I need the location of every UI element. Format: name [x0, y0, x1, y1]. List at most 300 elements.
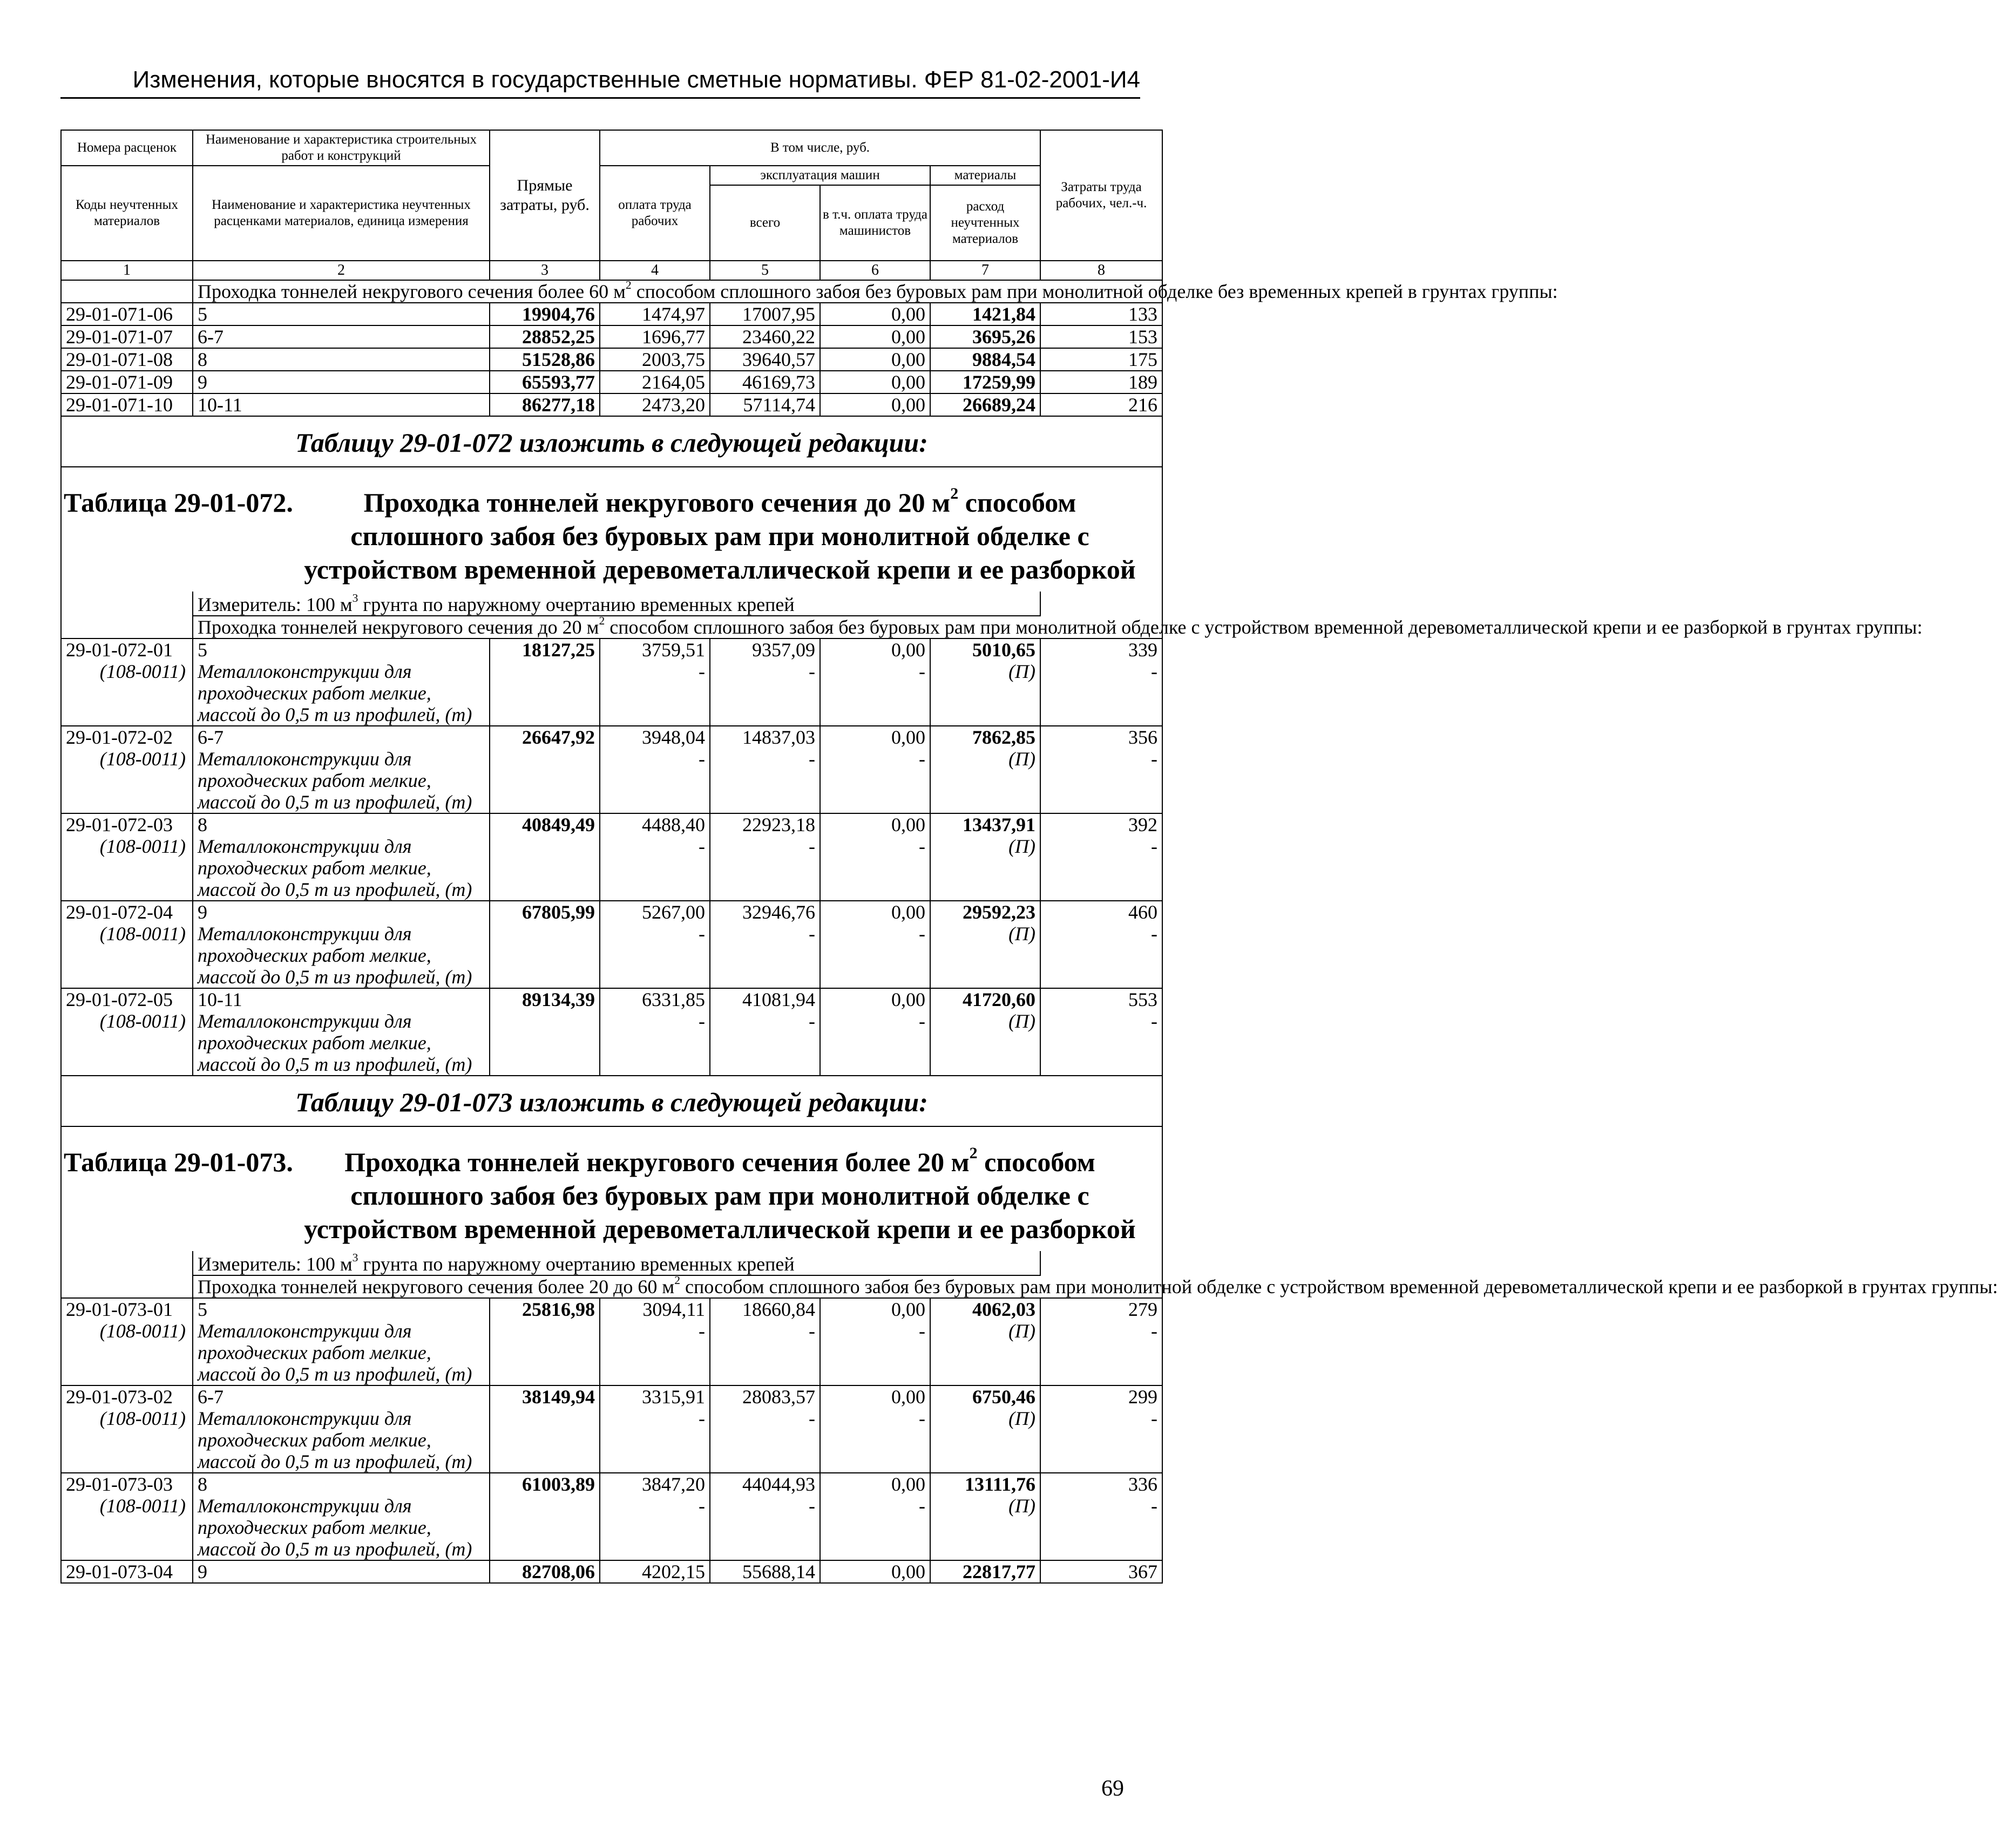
material-code: (108-0011) [61, 1495, 193, 1517]
empty-cell [710, 1363, 820, 1385]
dash: - [710, 1495, 820, 1517]
machines-total: 18660,84 [710, 1298, 820, 1320]
empty-cell [820, 1342, 930, 1363]
labor-cost: 175 [1040, 348, 1162, 371]
page-number: 69 [1101, 1776, 1124, 1801]
material-name: проходческих работ мелкие, [193, 945, 490, 966]
empty-cell [600, 682, 710, 704]
material-name: проходческих работ мелкие, [193, 770, 490, 791]
material-row [61, 770, 1162, 791]
dash: - [710, 1010, 820, 1032]
material-name: проходческих работ мелкие, [193, 1032, 490, 1054]
material-code: (108-0011) [61, 1408, 193, 1429]
machinist-wages: 0,00 [820, 638, 930, 661]
material-code: (108-0011) [61, 835, 193, 857]
empty-cell [600, 857, 710, 879]
materials-cost: 17259,99 [930, 371, 1040, 393]
empty-cell [1040, 1451, 1162, 1473]
machines-total: 44044,93 [710, 1473, 820, 1495]
empty-cell [600, 770, 710, 791]
column-number: 1 [61, 261, 193, 280]
worker-wages: 3315,91 [600, 1385, 710, 1408]
machinist-wages: 0,00 [820, 303, 930, 325]
dash: - [1040, 923, 1162, 945]
labor-cost: 279 [1040, 1298, 1162, 1320]
rate-row [61, 1560, 1162, 1583]
empty-cell [820, 857, 930, 879]
empty-cell [490, 770, 600, 791]
worker-wages: 1474,97 [600, 303, 710, 325]
machinist-wages: 0,00 [820, 1298, 930, 1320]
empty-cell [820, 1538, 930, 1560]
empty-cell [820, 791, 930, 813]
material-note: (П) [930, 661, 1040, 682]
group-description: Проходка тоннелей некругового сечения более 60 $м^2$ способом сплошного забоя без буровых рам при монолитной обделке без временных крепей в грунтах группы: [193, 280, 1162, 303]
rate-code: 29-01-071-09 [61, 371, 193, 393]
soil-group: 5 [193, 638, 490, 661]
material-name: массой до 0,5 т из профилей, (т) [193, 791, 490, 813]
machinist-wages: 0,00 [820, 348, 930, 371]
blank-cell [1040, 1251, 1162, 1275]
soil-group: 5 [193, 303, 490, 325]
empty-cell [820, 1054, 930, 1076]
direct-costs: 18127,25 [490, 638, 600, 661]
empty-cell [710, 682, 820, 704]
blank-cell [61, 592, 193, 616]
soil-group: 6-7 [193, 1385, 490, 1408]
direct-costs: 65593,77 [490, 371, 600, 393]
table-heading: Проходка тоннелей некругового сечения до 20 $м^2$ способом сплошного забоя без буровых рам при монолитной обделке с устройством временной деревометаллической крепи и ее разборкой [304, 485, 1136, 585]
material-code: (108-0011) [61, 748, 193, 770]
column-number: 2 [193, 261, 490, 280]
worker-wages: 2473,20 [600, 393, 710, 416]
empty-cell [600, 1429, 710, 1451]
group-description: Проходка тоннелей некругового сечения до 20 $м^2$ способом сплошного забоя без буровых рам при монолитной обделке с устройством временной деревометаллической крепи и ее разборкой в грунтах группы: [193, 616, 1162, 638]
dash: - [1040, 1495, 1162, 1517]
empty-cell [490, 1517, 600, 1538]
col-materials-header: материалы [930, 166, 1040, 185]
material-row [61, 1010, 1162, 1032]
dash: - [1040, 748, 1162, 770]
dash: - [600, 1495, 710, 1517]
empty-cell [61, 770, 193, 791]
empty-cell [710, 966, 820, 988]
empty-cell [61, 945, 193, 966]
empty-cell [61, 966, 193, 988]
empty-cell [490, 835, 600, 857]
direct-costs: 82708,06 [490, 1560, 600, 1583]
materials-cost: 5010,65 [930, 638, 1040, 661]
material-name: проходческих работ мелкие, [193, 1429, 490, 1451]
dash: - [820, 661, 930, 682]
empty-cell [1040, 704, 1162, 726]
materials-cost: 9884,54 [930, 348, 1040, 371]
material-row [61, 835, 1162, 857]
material-row [61, 748, 1162, 770]
empty-cell [820, 1429, 930, 1451]
rate-row [61, 726, 1162, 748]
empty-cell [600, 1363, 710, 1385]
rate-row [61, 325, 1162, 348]
empty-cell [600, 879, 710, 901]
worker-wages: 4202,15 [600, 1560, 710, 1583]
blank-cell [61, 616, 193, 638]
material-row [61, 1342, 1162, 1363]
labor-cost: 553 [1040, 988, 1162, 1010]
empty-cell [930, 682, 1040, 704]
material-name: Металлоконструкции для [193, 748, 490, 770]
dash: - [710, 923, 820, 945]
blank-cell [61, 1275, 193, 1298]
rate-code: 29-01-071-07 [61, 325, 193, 348]
empty-cell [930, 857, 1040, 879]
labor-cost: 216 [1040, 393, 1162, 416]
empty-cell [710, 1429, 820, 1451]
empty-cell [490, 1054, 600, 1076]
empty-cell [61, 879, 193, 901]
dash: - [1040, 1320, 1162, 1342]
material-row [61, 1408, 1162, 1429]
empty-cell [1040, 1342, 1162, 1363]
rate-code: 29-01-072-05 [61, 988, 193, 1010]
table-title [62, 486, 1162, 586]
direct-costs: 28852,25 [490, 325, 600, 348]
dash: - [820, 923, 930, 945]
materials-cost: 29592,23 [930, 901, 1040, 923]
spacer-row [61, 467, 1162, 483]
materials-cost: 26689,24 [930, 393, 1040, 416]
machinist-wages: 0,00 [820, 1560, 930, 1583]
empty-cell [490, 1495, 600, 1517]
soil-group: 8 [193, 1473, 490, 1495]
group-description-row [61, 280, 1162, 303]
dash: - [1040, 1408, 1162, 1429]
material-row [61, 791, 1162, 813]
empty-cell [930, 966, 1040, 988]
dash: - [710, 1408, 820, 1429]
empty-cell [61, 1517, 193, 1538]
direct-costs: 61003,89 [490, 1473, 600, 1495]
machinist-wages: 0,00 [820, 393, 930, 416]
machines-total: 17007,95 [710, 303, 820, 325]
worker-wages: 6331,85 [600, 988, 710, 1010]
labor-cost: 392 [1040, 813, 1162, 835]
material-note: (П) [930, 748, 1040, 770]
empty-cell [600, 945, 710, 966]
dash: - [1040, 1010, 1162, 1032]
dash: - [600, 1010, 710, 1032]
soil-group: 8 [193, 813, 490, 835]
worker-wages: 3847,20 [600, 1473, 710, 1495]
direct-costs: 89134,39 [490, 988, 600, 1010]
dash: - [710, 661, 820, 682]
material-row [61, 945, 1162, 966]
material-name: массой до 0,5 т из профилей, (т) [193, 966, 490, 988]
col-material-use-header: расход неучтенных материалов [930, 185, 1040, 261]
worker-wages: 3094,11 [600, 1298, 710, 1320]
instruction-banner [61, 416, 1162, 467]
materials-cost: 4062,03 [930, 1298, 1040, 1320]
instruction-banner [61, 1076, 1162, 1126]
material-row [61, 1429, 1162, 1451]
machinist-wages: 0,00 [820, 1473, 930, 1495]
col-wages-header: оплата труда рабочих [600, 166, 710, 261]
empty-cell [600, 1538, 710, 1560]
direct-costs: 25816,98 [490, 1298, 600, 1320]
empty-cell [710, 945, 820, 966]
material-code: (108-0011) [61, 923, 193, 945]
rate-code: 29-01-072-04 [61, 901, 193, 923]
rate-row [61, 901, 1162, 923]
soil-group: 9 [193, 1560, 490, 1583]
empty-cell [820, 1032, 930, 1054]
blank-cell [1040, 592, 1162, 616]
machines-total: 32946,76 [710, 901, 820, 923]
machines-total: 28083,57 [710, 1385, 820, 1408]
col-machinists-header: в т.ч. оплата труда машинистов [820, 185, 930, 261]
empty-cell [600, 1032, 710, 1054]
rate-row [61, 1385, 1162, 1408]
worker-wages: 5267,00 [600, 901, 710, 923]
labor-cost: 189 [1040, 371, 1162, 393]
material-name: Металлоконструкции для [193, 661, 490, 682]
empty-cell [490, 661, 600, 682]
spacer [61, 467, 1162, 483]
labor-cost: 133 [1040, 303, 1162, 325]
material-note: (П) [930, 1320, 1040, 1342]
empty-cell [710, 791, 820, 813]
table-title-row [61, 1142, 1162, 1251]
empty-cell [61, 682, 193, 704]
material-name: Металлоконструкции для [193, 923, 490, 945]
empty-cell [600, 966, 710, 988]
empty-cell [61, 1429, 193, 1451]
column-number: 4 [600, 261, 710, 280]
rate-code: 29-01-072-02 [61, 726, 193, 748]
empty-cell [930, 879, 1040, 901]
dash: - [820, 1010, 930, 1032]
empty-cell [600, 1517, 710, 1538]
worker-wages: 3948,04 [600, 726, 710, 748]
empty-cell [930, 770, 1040, 791]
empty-cell [820, 682, 930, 704]
empty-cell [930, 1429, 1040, 1451]
direct-costs: 38149,94 [490, 1385, 600, 1408]
dash: - [820, 835, 930, 857]
material-name: Металлоконструкции для [193, 1010, 490, 1032]
material-note: (П) [930, 1010, 1040, 1032]
empty-cell [61, 1538, 193, 1560]
material-name: массой до 0,5 т из профилей, (т) [193, 1451, 490, 1473]
empty-cell [710, 770, 820, 791]
labor-cost: 460 [1040, 901, 1162, 923]
empty-cell [710, 1517, 820, 1538]
material-row [61, 966, 1162, 988]
table-title-cell [61, 1142, 1162, 1251]
table-title-cell [61, 483, 1162, 592]
material-name: массой до 0,5 т из профилей, (т) [193, 1538, 490, 1560]
rate-code: 29-01-072-01 [61, 638, 193, 661]
dash: - [710, 748, 820, 770]
measure-row [61, 592, 1162, 616]
material-name: Металлоконструкции для [193, 835, 490, 857]
materials-cost: 6750,46 [930, 1385, 1040, 1408]
labor-cost: 367 [1040, 1560, 1162, 1583]
soil-group: 6-7 [193, 325, 490, 348]
rate-row [61, 348, 1162, 371]
dash: - [820, 1320, 930, 1342]
empty-cell [930, 1032, 1040, 1054]
estimate-table [60, 130, 1998, 1584]
spacer [61, 1126, 1162, 1142]
material-row [61, 1451, 1162, 1473]
direct-costs: 40849,49 [490, 813, 600, 835]
rate-row [61, 1473, 1162, 1495]
spacer-row [61, 1126, 1162, 1142]
dash: - [710, 835, 820, 857]
empty-cell [930, 945, 1040, 966]
empty-cell [710, 879, 820, 901]
empty-cell [61, 857, 193, 879]
dash: - [600, 661, 710, 682]
col-labor-header: Затраты труда рабочих, чел.-ч. [1040, 130, 1162, 261]
material-code: (108-0011) [61, 661, 193, 682]
table-number: Таблица 29-01-073. [64, 1147, 293, 1177]
dash: - [820, 1495, 930, 1517]
dash: - [1040, 661, 1162, 682]
col-rate-number-header: Номера расценок [61, 130, 193, 166]
machinist-wages: 0,00 [820, 901, 930, 923]
material-row [61, 1054, 1162, 1076]
empty-cell [930, 1054, 1040, 1076]
empty-cell [930, 1451, 1040, 1473]
instruction-text: Таблицу 29-01-072 изложить в следующей редакции: [61, 416, 1162, 467]
material-row [61, 682, 1162, 704]
table-title [62, 1145, 1162, 1246]
soil-group: 9 [193, 901, 490, 923]
group-description: Проходка тоннелей некругового сечения более 20 до 60 $м^2$ способом сплошного забоя без буровых рам при монолитной обделке с устройством временной деревометаллической крепи и ее разборкой в грунтах группы: [193, 1275, 1162, 1298]
direct-costs: 51528,86 [490, 348, 600, 371]
worker-wages: 2003,75 [600, 348, 710, 371]
empty-cell [930, 1342, 1040, 1363]
labor-cost: 336 [1040, 1473, 1162, 1495]
empty-cell [820, 945, 930, 966]
measure-row [61, 1251, 1162, 1275]
empty-cell [600, 1054, 710, 1076]
material-name: проходческих работ мелкие, [193, 1342, 490, 1363]
material-note: (П) [930, 923, 1040, 945]
machines-total: 14837,03 [710, 726, 820, 748]
soil-group: 5 [193, 1298, 490, 1320]
empty-cell [490, 1010, 600, 1032]
material-name: массой до 0,5 т из профилей, (т) [193, 1054, 490, 1076]
empty-cell [930, 1538, 1040, 1560]
empty-cell [710, 1538, 820, 1560]
rate-row [61, 371, 1162, 393]
col-material-name-header: Наименование и характеристика неучтенных расценками материалов, единица измерения [193, 166, 490, 261]
machinist-wages: 0,00 [820, 325, 930, 348]
machines-total: 39640,57 [710, 348, 820, 371]
machines-total: 23460,22 [710, 325, 820, 348]
materials-cost: 13111,76 [930, 1473, 1040, 1495]
dash: - [600, 835, 710, 857]
empty-cell [1040, 966, 1162, 988]
empty-cell [490, 1342, 600, 1363]
machines-total: 22923,18 [710, 813, 820, 835]
worker-wages: 3759,51 [600, 638, 710, 661]
page-header: Изменения, которые вносятся в государственные сметные нормативы. ФЕР 81-02-2001-И4 [60, 65, 1140, 99]
labor-cost: 339 [1040, 638, 1162, 661]
empty-cell [61, 791, 193, 813]
empty-cell [600, 704, 710, 726]
empty-cell [710, 1451, 820, 1473]
material-row [61, 1320, 1162, 1342]
empty-cell [930, 1517, 1040, 1538]
col-machines-total-header: всего [710, 185, 820, 261]
material-name: Металлоконструкции для [193, 1495, 490, 1517]
table-title-row [61, 483, 1162, 592]
empty-cell [490, 1429, 600, 1451]
machines-total: 46169,73 [710, 371, 820, 393]
worker-wages: 1696,77 [600, 325, 710, 348]
column-number-row [61, 261, 1162, 280]
material-name: проходческих работ мелкие, [193, 857, 490, 879]
materials-cost: 1421,84 [930, 303, 1040, 325]
rate-row [61, 813, 1162, 835]
direct-costs: 19904,76 [490, 303, 600, 325]
empty-cell [490, 923, 600, 945]
direct-costs: 26647,92 [490, 726, 600, 748]
rate-row [61, 303, 1162, 325]
empty-cell [820, 1363, 930, 1385]
dash: - [600, 1320, 710, 1342]
empty-cell [490, 966, 600, 988]
rate-code: 29-01-071-10 [61, 393, 193, 416]
empty-cell [710, 1054, 820, 1076]
empty-cell [490, 791, 600, 813]
direct-costs: 86277,18 [490, 393, 600, 416]
instruction-text: Таблицу 29-01-073 изложить в следующей редакции: [61, 1076, 1162, 1126]
empty-cell [930, 791, 1040, 813]
soil-group: 10-11 [193, 393, 490, 416]
col-machines-header: эксплуатация машин [710, 166, 930, 185]
material-row [61, 1032, 1162, 1054]
empty-cell [1040, 857, 1162, 879]
empty-cell [490, 857, 600, 879]
col-direct-costs-header: Прямые затраты, руб. [490, 130, 600, 261]
rate-code: 29-01-073-01 [61, 1298, 193, 1320]
empty-cell [930, 704, 1040, 726]
material-code: (108-0011) [61, 1320, 193, 1342]
empty-cell [61, 1363, 193, 1385]
machines-total: 9357,09 [710, 638, 820, 661]
materials-cost: 7862,85 [930, 726, 1040, 748]
labor-cost: 299 [1040, 1385, 1162, 1408]
empty-cell [61, 704, 193, 726]
measure-unit: Измеритель: 100 $м^3$ грунта по наружному очертанию временных крепей [193, 1251, 1040, 1275]
material-name: массой до 0,5 т из профилей, (т) [193, 1363, 490, 1385]
empty-cell [1040, 791, 1162, 813]
rate-code: 29-01-073-03 [61, 1473, 193, 1495]
table-heading: Проходка тоннелей некругового сечения более 20 $м^2$ способом сплошного забоя без буровых рам при монолитной обделке с устройством временной деревометаллической крепи и ее разборкой [304, 1144, 1136, 1244]
machines-total: 41081,94 [710, 988, 820, 1010]
empty-cell [710, 1342, 820, 1363]
material-name: проходческих работ мелкие, [193, 1517, 490, 1538]
labor-cost: 153 [1040, 325, 1162, 348]
soil-group: 10-11 [193, 988, 490, 1010]
empty-cell [61, 1032, 193, 1054]
materials-cost: 13437,91 [930, 813, 1040, 835]
